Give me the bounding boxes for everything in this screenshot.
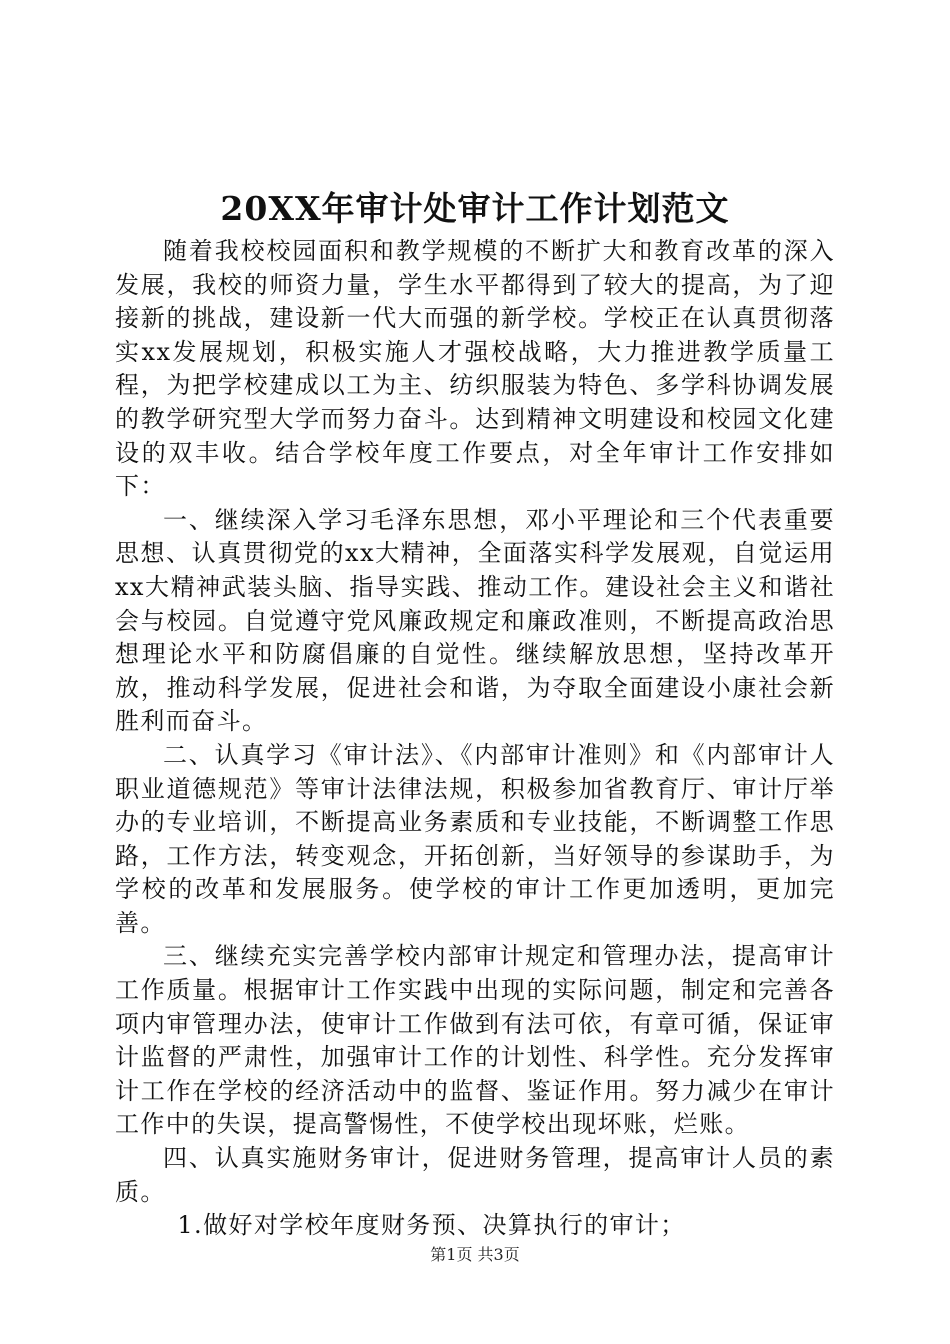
paragraph-section-4: 四、认真实施财务审计，促进财务管理，提高审计人员的素质。 <box>115 1144 835 1206</box>
paragraph-section-1: 一、继续深入学习毛泽东思想，邓小平理论和三个代表重要思想、认真贯彻党的xx大精神，全面落实科学发展观，自觉运用xx大精神武装头脑、指导实践、推动工作。建设社会主义和谐社会与校园。自觉遵守党风廉政规定和廉政准则，不断提高政治思想理论水平和防腐倡廉的自觉性。继续解放思想，坚持改革开放，推动科学发展，促进社会和谐，为夺取全面建设小康社会新胜利而奋斗。 <box>115 505 835 736</box>
document-title: 20XX年审计处审计工作计划范文 <box>220 189 730 228</box>
paragraph-intro: 随着我校校园面积和教学规模的不断扩大和教育改革的深入发展，我校的师资力量，学生水平都得到了较大的提高，为了迎接新的挑战，建设新一代大而强的新学校。学校正在认真贯彻落实xx发展规划，积极实施人才强校战略，大力推进教学质量工程，为把学校建成以工为主、纺织服装为特色、多学科协调发展的教学研究型大学而努力奋斗。达到精神文明建设和校园文化建设的双丰收。结合学校年度工作要点，对全年审计工作安排如下： <box>115 237 835 501</box>
paragraph-section-2: 二、认真学习《审计法》、《内部审计准则》和《内部审计人职业道德规范》等审计法律法规，积极参加省教育厅、审计厅举办的专业培训，不断提高业务素质和专业技能，不断调整工作思路，工作方法，转变观念，开拓创新，当好领导的参谋助手，为学校的改革和发展服务。使学校的审计工作更加透明，更加完善。 <box>115 740 835 937</box>
document-body <box>115 235 835 1243</box>
paragraph-item-1: 1.做好对学校年度财务预、决算执行的审计； <box>177 1211 686 1240</box>
page-number-footer: 第1页 共3页 <box>430 1245 520 1264</box>
paragraph-section-3: 三、继续充实完善学校内部审计规定和管理办法，提高审计工作质量。根据审计工作实践中出现的实际问题，制定和完善各项内审管理办法，使审计工作做到有法可依，有章可循，保证审计监督的严肃性，加强审计工作的计划性、科学性。充分发挥审计工作在学校的经济活动中的监督、鉴证作用。努力减少在审计工作中的失误，提高警惕性，不使学校出现坏账，烂账。 <box>115 942 835 1139</box>
